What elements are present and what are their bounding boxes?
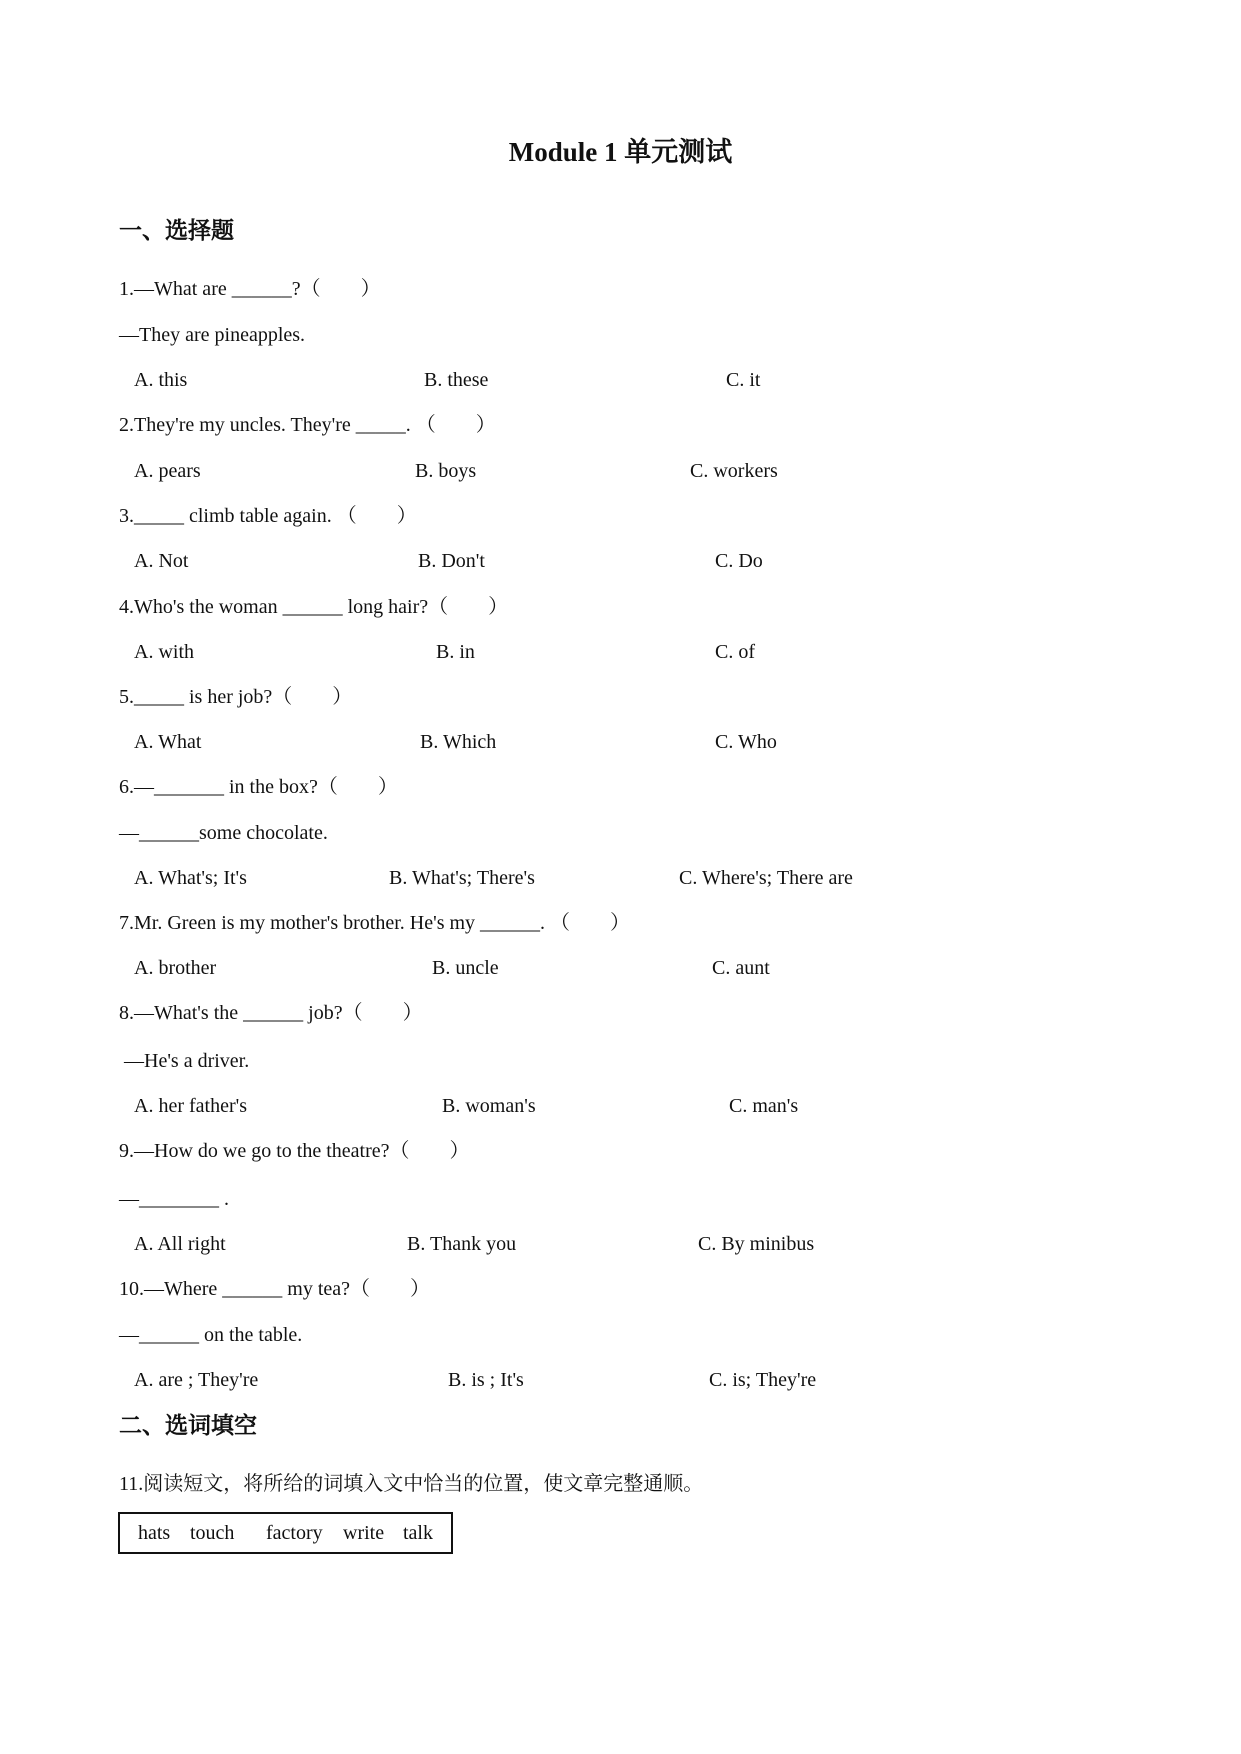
question-3-option-a[interactable]: A. Not [134,550,189,572]
question-4-option-a[interactable]: A. with [134,641,194,663]
question-5-option-a[interactable]: A. What [134,731,202,753]
question-9-option-c[interactable]: C. By minibus [698,1233,815,1255]
question-10-option-a[interactable]: A. are ; They're [134,1369,259,1391]
word-bank-item: factory [266,1522,323,1544]
question-1-option-c[interactable]: C. it [726,369,761,391]
question-8-option-a[interactable]: A. her father's [134,1095,247,1117]
section-heading-multiple-choice: 一、选择题 [119,218,234,243]
question-2-option-a[interactable]: A. pears [134,460,201,482]
question-5-stem: 5._____ is her job?（ ） [119,686,353,708]
section-heading-word-fill: 二、选词填空 [119,1413,257,1438]
question-2-option-c[interactable]: C. workers [690,460,778,482]
question-1-option-a[interactable]: A. this [134,369,188,391]
question-11-instruction: 11.阅读短文，将所给的词填入文中恰当的位置，使文章完整通顺。 [119,1473,704,1495]
question-4-option-b[interactable]: B. in [436,641,475,663]
question-8-option-b[interactable]: B. woman's [442,1095,536,1117]
question-10-option-b[interactable]: B. is ; It's [448,1369,524,1391]
word-bank-box [118,1512,453,1554]
word-bank-item: write [343,1522,385,1544]
question-3-stem: 3._____ climb table again. （ ） [119,505,417,527]
question-9-option-a[interactable]: A. All right [134,1233,226,1255]
question-3-option-c[interactable]: C. Do [715,550,763,572]
question-8-stem: 8.—What's the ______ job?（ ） [119,1002,423,1024]
question-7-option-c[interactable]: C. aunt [712,957,770,979]
question-6-stem: 6.—_______ in the box?（ ） [119,776,398,798]
question-9-option-b[interactable]: B. Thank you [407,1233,517,1255]
word-bank-item: touch [190,1522,235,1544]
question-6-option-c[interactable]: C. Where's; There are [679,867,853,889]
question-2-option-b[interactable]: B. boys [415,460,477,482]
question-8-answer-line: —He's a driver. [119,1050,250,1072]
word-bank-item: hats [138,1522,171,1544]
question-6-option-b[interactable]: B. What's; There's [389,867,535,889]
question-8-option-c[interactable]: C. man's [729,1095,799,1117]
page-title: Module 1 单元测试 [508,137,733,167]
question-6-option-a[interactable]: A. What's; It's [134,867,247,889]
question-6-answer-line: —______some chocolate. [119,822,328,844]
question-10-stem: 10.—Where ______ my tea?（ ） [119,1278,431,1300]
question-1-answer-line: —They are pineapples. [119,324,306,346]
question-7-option-a[interactable]: A. brother [134,957,217,979]
question-10-option-c[interactable]: C. is; They're [709,1369,817,1391]
question-5-option-b[interactable]: B. Which [420,731,497,753]
question-9-stem: 9.—How do we go to the theatre?（ ） [119,1140,470,1162]
question-5-option-c[interactable]: C. Who [715,731,777,753]
question-4-option-c[interactable]: C. of [715,641,755,663]
question-9-answer-line: —________ . [119,1188,229,1210]
question-7-option-b[interactable]: B. uncle [432,957,499,979]
word-bank-item: talk [403,1522,433,1544]
question-2-stem: 2.They're my uncles. They're _____. （ ） [119,414,496,436]
question-4-stem: 4.Who's the woman ______ long hair?（ ） [119,596,509,618]
question-7-stem: 7.Mr. Green is my mother's brother. He's my ______. （ ） [119,912,631,934]
question-10-answer-line: —______ on the table. [119,1324,303,1346]
question-3-option-b[interactable]: B. Don't [418,550,485,572]
question-1-stem: 1.—What are ______?（ ） [119,278,381,300]
question-1-option-b[interactable]: B. these [424,369,489,391]
